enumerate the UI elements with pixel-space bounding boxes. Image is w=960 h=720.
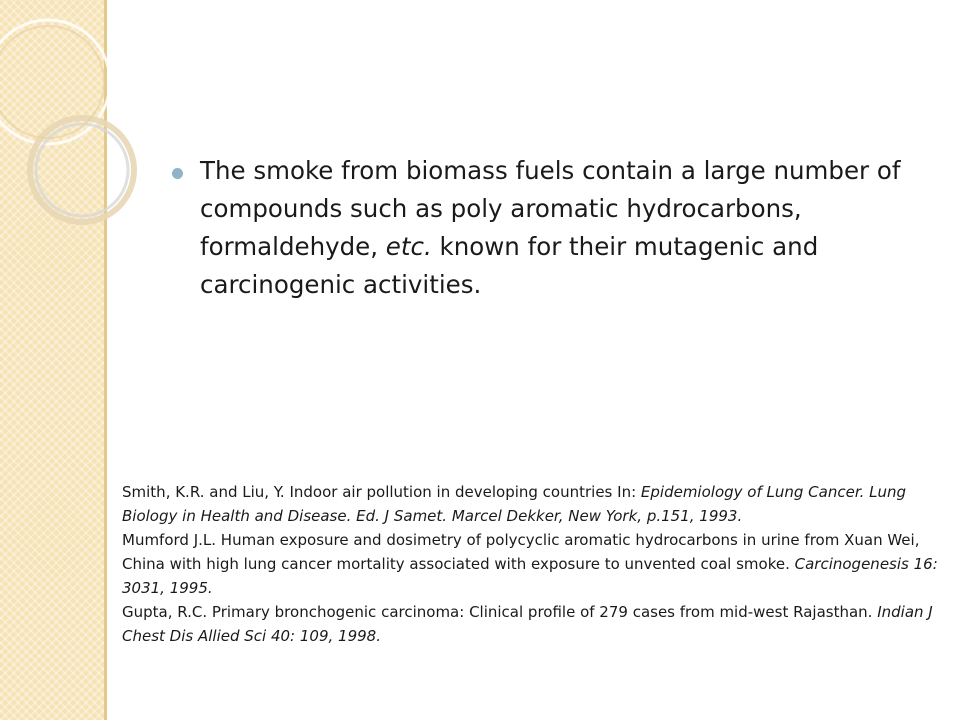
reference-source: Carcinogenesis 16: 3031, 1995. (122, 555, 938, 597)
reference-text: Gupta, R.C. Primary bronchogenic carcinoma: Clinical profile of 279 cases from mid-west Rajasthan. (122, 603, 878, 621)
reference-item (122, 528, 952, 600)
bullet-text-italic: etc. (385, 232, 432, 261)
reference-item (122, 480, 952, 528)
bullet-dot-icon (172, 168, 183, 179)
reference-source: Epidemiology of Lung Cancer. Lung Biology in Health and Disease. Ed. J Samet. Marcel Dekker, New York, p.151, 1993. (122, 483, 907, 525)
bullet-text-start: The smoke from biomass fuels contain a large number of compounds such as poly aromatic hydrocarbons, formaldehyde, (200, 156, 901, 261)
decorative-rings (0, 0, 180, 280)
reference-text: Mumford J.L. Human exposure and dosimetry of polycyclic aromatic hydrocarbons in urine from Xuan Wei, China with high lung cancer mortality associated with exposure to unvented coal smoke. (122, 531, 920, 573)
reference-source: Indian J Chest Dis Allied Sci 40: 109, 1998. (122, 603, 933, 645)
main-bullet (172, 152, 912, 304)
reference-item (122, 600, 952, 648)
reference-text: Smith, K.R. and Liu, Y. Indoor air pollution in developing countries In: (122, 483, 641, 501)
bullet-text-end: known for their mutagenic and carcinogenic activities. (200, 232, 819, 299)
bullet-text (200, 152, 912, 304)
references (122, 480, 952, 648)
